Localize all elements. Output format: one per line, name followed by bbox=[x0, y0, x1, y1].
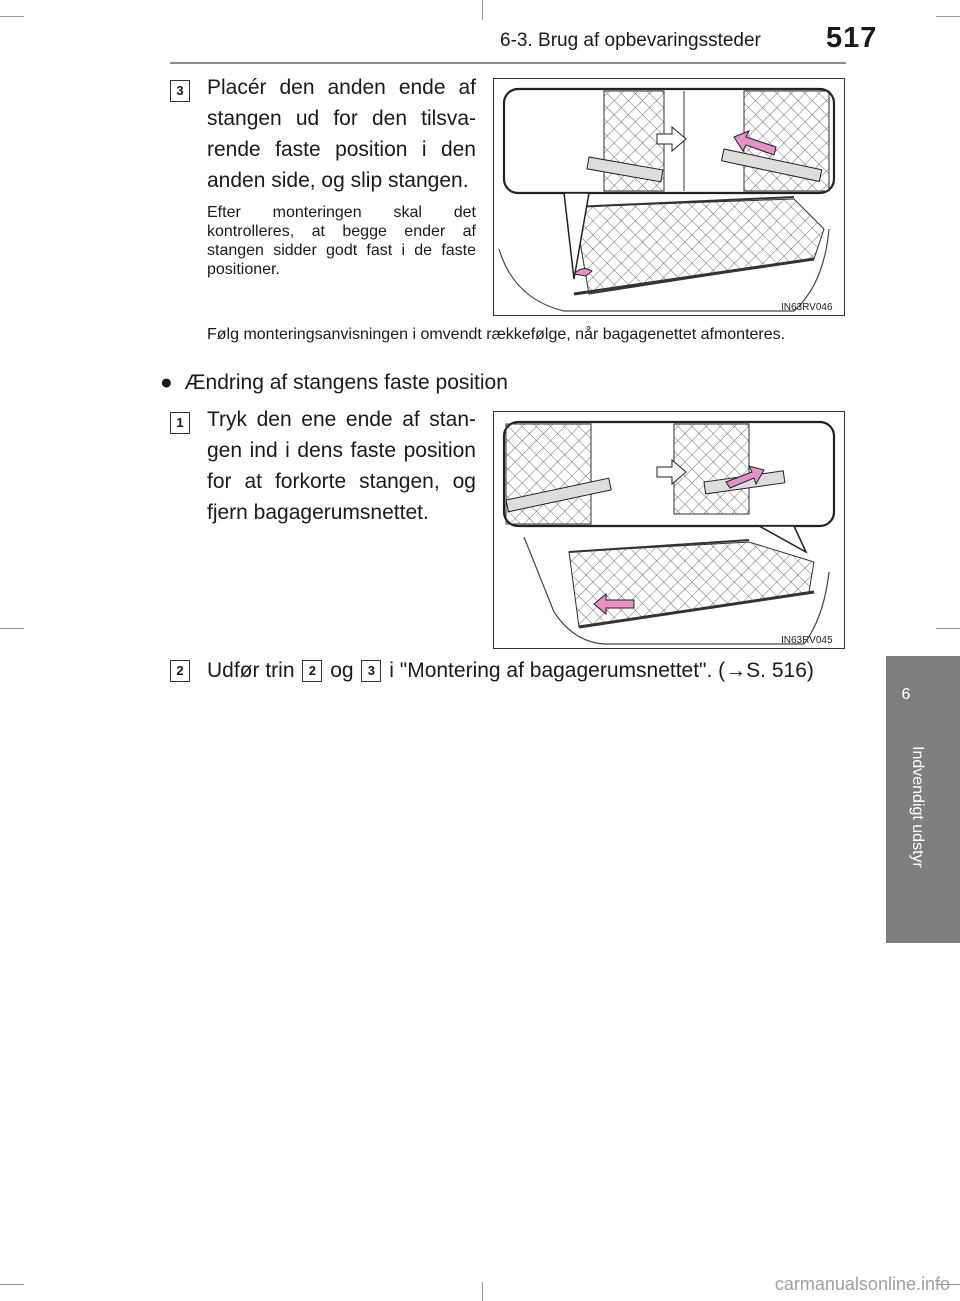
step-2-text-before: Udfør trin bbox=[207, 659, 295, 682]
page-number: 517 bbox=[826, 22, 878, 54]
crop-mark bbox=[936, 16, 960, 17]
step-ref-3: 3 bbox=[361, 660, 381, 682]
crop-mark bbox=[936, 628, 960, 629]
cargo-net-removal-illustration bbox=[493, 411, 845, 649]
crop-mark bbox=[0, 628, 24, 629]
step-3-note: Efter monteringen skal det kontrolleres, at begge ender af stangen sidder godt fast i de faste positioner. bbox=[207, 204, 476, 278]
arrow-right-icon: → bbox=[725, 659, 747, 682]
step-1-text: Tryk den ene ende af stan-gen ind i dens faste position for at forkorte stangen, og fjern bagagerumsnettet. bbox=[207, 408, 476, 524]
chapter-label: Indvendigt udstyr bbox=[909, 746, 926, 868]
cargo-net-install-illustration bbox=[493, 78, 845, 316]
step-2-text bbox=[207, 655, 847, 686]
step-2-text-after: i "Montering af bagagerumsnettet". ( bbox=[389, 659, 726, 682]
crop-mark bbox=[482, 1282, 483, 1301]
section-heading bbox=[160, 371, 508, 395]
figure-code: IN63RV046 bbox=[781, 302, 833, 313]
chapter-number: 6 bbox=[901, 686, 911, 703]
step-badge-2: 2 bbox=[170, 660, 190, 682]
step-badge-3: 3 bbox=[170, 80, 190, 102]
step-2-text-mid: og bbox=[330, 659, 354, 682]
crop-mark bbox=[0, 1284, 24, 1285]
bullet-icon: ● bbox=[160, 371, 173, 394]
header-divider bbox=[170, 62, 846, 64]
watermark: carmanualsonline.info bbox=[774, 1274, 950, 1294]
removal-note: Følg monteringsanvisningen i omvendt rækkefølge, når bagagenettet afmonteres. bbox=[207, 326, 786, 343]
section-heading-text: Ændring af stangens faste position bbox=[184, 371, 508, 394]
step-ref-2: 2 bbox=[302, 660, 322, 682]
crop-mark bbox=[0, 16, 24, 17]
figure-code: IN63RV045 bbox=[781, 635, 833, 646]
section-title: 6-3. Brug af opbevaringssteder bbox=[500, 30, 761, 51]
step-3-text: Placér den anden ende af stangen ud for den tilsva-rende faste position i den anden side, og slip stangen. bbox=[207, 76, 476, 192]
crop-mark bbox=[482, 0, 483, 20]
page-reference[interactable]: S. 516) bbox=[746, 659, 814, 682]
step-badge-1: 1 bbox=[170, 412, 190, 434]
